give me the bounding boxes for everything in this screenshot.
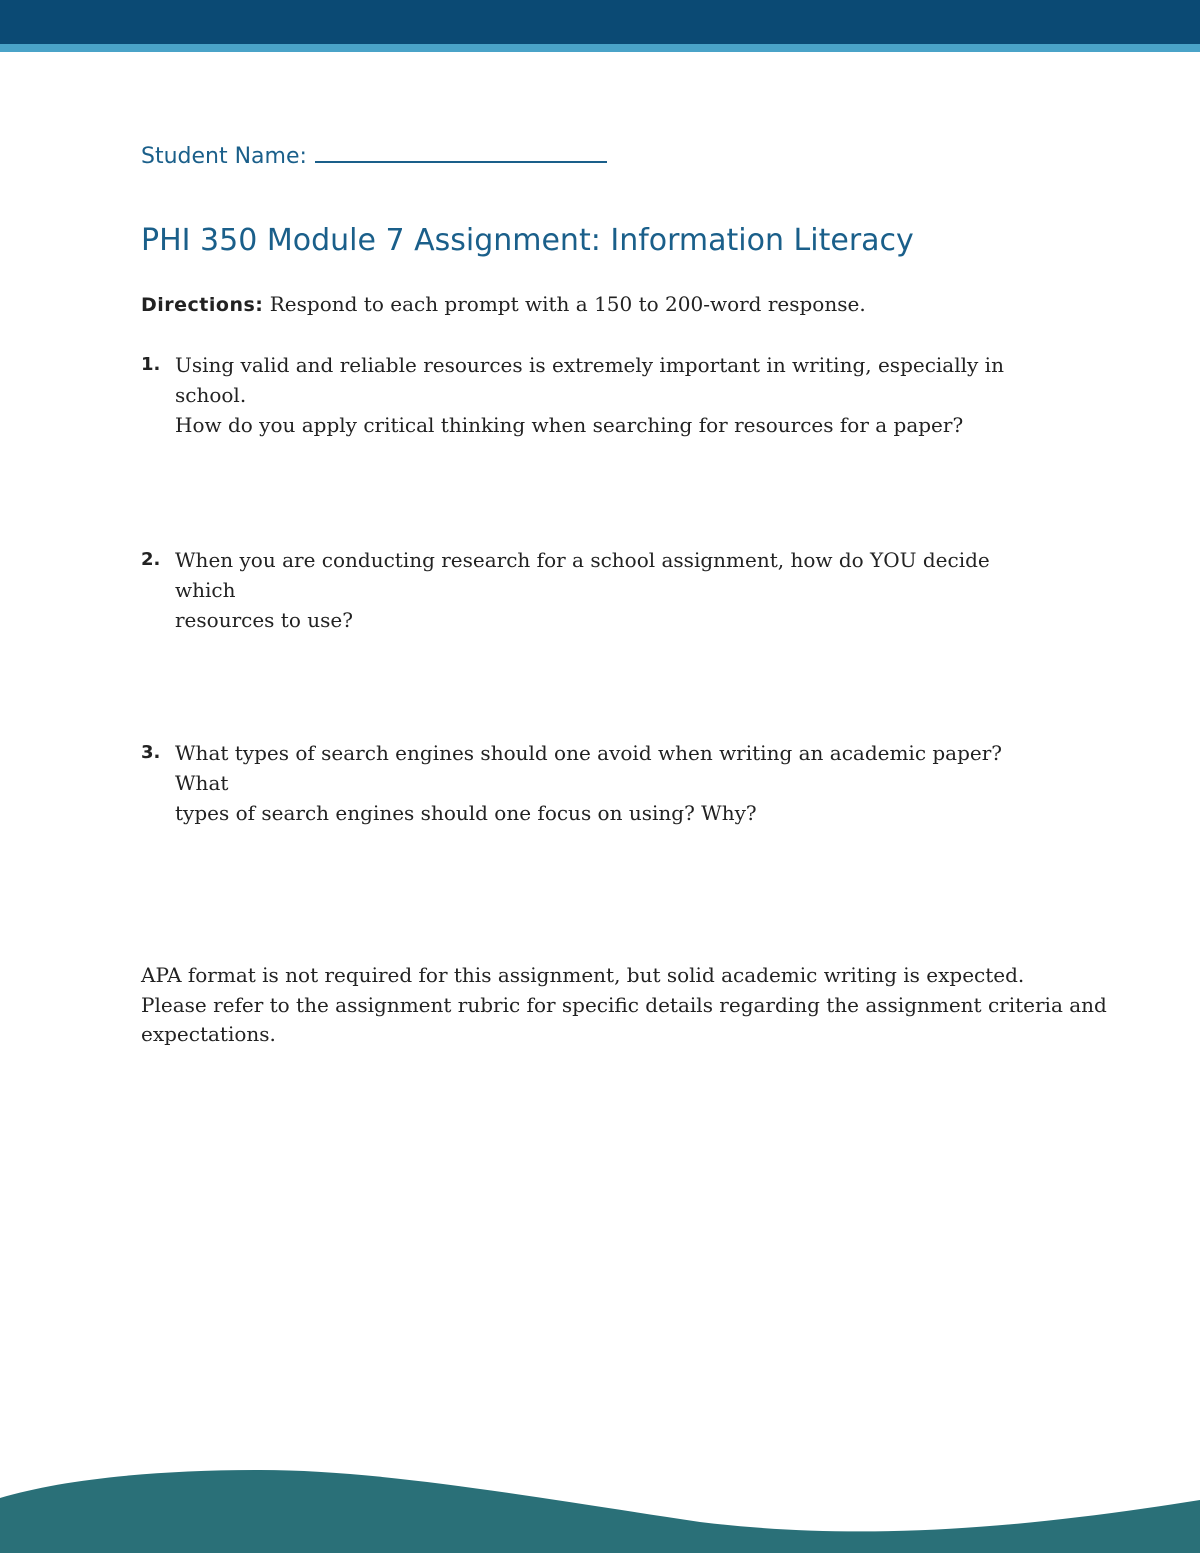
prompt-number: 3.: [141, 742, 161, 763]
prompt-3: [141, 738, 1055, 828]
footer-note-line: Please refer to the assignment rubric for specific details regarding the assignment criteria and: [141, 992, 1107, 1017]
prompt-line: When you are conducting research for a school assignment, how do YOU decide which: [175, 548, 990, 602]
footer-wave-decoration: [0, 1440, 1200, 1553]
footer-wave-shape: [0, 1470, 1200, 1553]
footer-note: [141, 961, 1107, 1050]
prompt-number: 2.: [141, 549, 161, 570]
prompt-line: What types of search engines should one avoid when writing an academic paper? What: [175, 741, 1003, 795]
header-band-dark: [0, 0, 1200, 44]
directions-text: Respond to each prompt with a 150 to 200-word response.: [269, 292, 866, 316]
header-band-light: [0, 44, 1200, 52]
prompt-2: [141, 545, 1055, 635]
directions-label: Directions:: [141, 294, 264, 316]
footer-note-line: expectations.: [141, 1022, 276, 1046]
directions: [141, 292, 866, 316]
header-band: [0, 0, 1200, 52]
prompt-line: Using valid and reliable resources is extremely important in writing, especially in school.: [175, 353, 1004, 407]
prompt-line: How do you apply critical thinking when searching for resources for a paper?: [175, 413, 964, 437]
prompt-number: 1.: [141, 354, 161, 375]
student-name-label: Student Name:: [141, 144, 307, 169]
prompt-1: [141, 350, 1055, 440]
student-name-blank-line[interactable]: [315, 141, 607, 163]
student-name-field: [141, 141, 607, 169]
footer-note-line: APA format is not required for this assignment, but solid academic writing is expected.: [141, 963, 1025, 987]
prompt-line: resources to use?: [175, 608, 353, 632]
prompt-line: types of search engines should one focus on using? Why?: [175, 801, 757, 825]
page-title: PHI 350 Module 7 Assignment: Information Literacy: [141, 223, 914, 258]
